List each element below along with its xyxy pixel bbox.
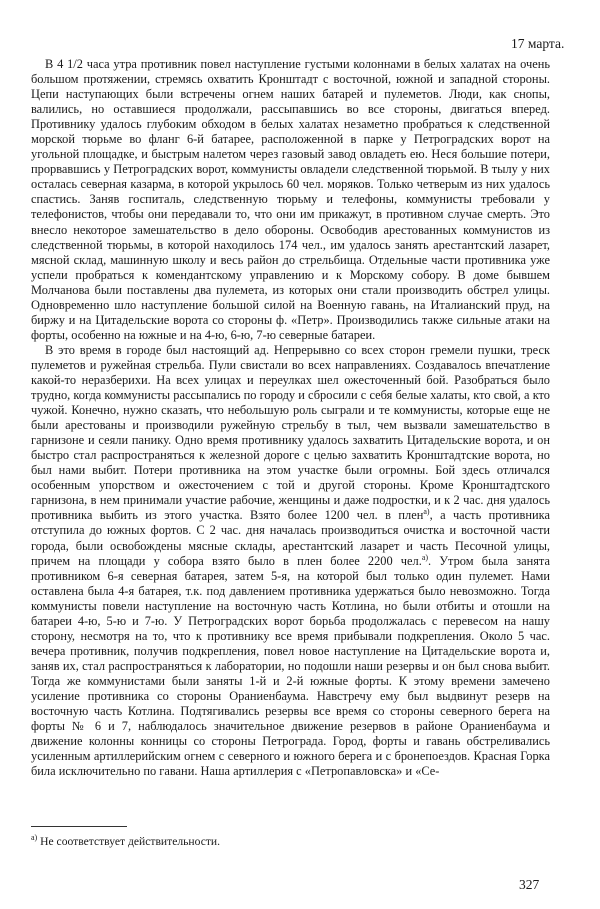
footnote-ref: а) [421,552,429,562]
main-text [31,57,550,779]
footnote-rule [31,826,127,827]
footnote [31,835,220,848]
paragraph-1: В 4 1/2 часа утра противник повел наступление густыми колоннами в белых халатах на очень большом протяжении, стремясь охватить Кронштадт с восточной, южной и западной стороны. Цепи наступающих были встречены огнем наших батарей и пулеметов. Люди, как снопы, валились, но оставшиеся продолжали, рассыпавшись во все стороны, двигаться вперед. Противнику удалось глубоким обходом в белых халатах незаметно пробраться к следственной морской тюрьме во фланг 6-й батарее, расположенной в парке у Петроградских ворот на угольной площадке, и быстрым налетом через газовый завод овладеть ею. Неся большие потери, прорвавшись у Петроградских ворот, коммунисты овладели следственной тюрьмой. В тылу у них осталась северная казарма, в которой укрылось 60 чел. моряков. Только четверым из них удалось спастись. Заняв госпиталь, следственную тюрьму и телефоны, коммунисты требовали у телефонистов, чтобы они передавали то, что они им прикажут, в противном случае смерть. Это внесло некоторое замешательство в дело обороны. Освободив арестованных коммунистов из следственной тюрьмы, в которой находилось 174 чел., им удалось занять арестантский лазарет, мясной склад, машинную школу и весь район до стрельбища. Отдельные части противника уже успели пробраться к комендантскому управлению и к Морскому собору. В доме бывшем Молчанова были поставлены два пулемета, из которых они стали производить обстрел улицы. Одновременно шло наступление большой силой на Военную гавань, на Италианский пруд, на биржу и на Цитадельские ворота со стороны ф. «Петр». Производились также сильные атаки на форты, особенно на южные и на 4-ю, 6-ю, 7-ю северные батареи. [31,57,550,342]
running-header-date: 17 марта. [511,36,565,51]
paragraph-2-part-1: В это время в городе был настоящий ад. Непрерывно со всех сторон гремели пушки, треск пулеметов и ружейная стрельба. Пули свистали во всех направлениях. Создавалось впечатление какой-то неразберихи. На всех улицах и переулках шел ожесточенный бой. Разобраться было трудно, когда коммунисты рассыпались по городу и сбросили с себя белые халаты, кто свой, а кто чужой. Конечно, нужно сказать, что небольшую роль сыграли и те коммунисты, которые еще не были арестованы и производили ружейную стрельбу в тыл, чем вызвали замешательство в гарнизоне и сеяли панику. Одно время противнику удалось захватить Цитадельские ворота, и он быстро стал распространяться к железной дороге с целью захватить Кронштадтские ворота, но был нами выбит. Потери противника на этом участке были огромны. Бой здесь отличался особенным упорством и ожесточением с той и другой стороны. Кроме Кронштадтского гарнизона, в нем принимали участие рабочие, женщины и даже подростки, и к 2 час. дня удалось противника выбить из этого участка. Взято более 1200 чел. в плен [31,342,550,523]
footnote-ref: а) [423,507,430,517]
page-number: 327 [519,877,540,892]
paragraph-2-part-3: . Утром была занята противником 6-я северная батарея, затем 5-я, на которой был только один пулемет. Нами оставлена была 4-я батарея, т.к. под давлением противника удержаться было невозможно. Тогда коммунисты повели наступление на восточную часть Котлина, но были отбиты и отошли на батареи 4-ю, 5-ю и 7-ю. У Петроградских ворот борьба продолжалась с перевесом на нашу сторону, несмотря на то, что к противнику все время прибывали подкрепления. Около 5 час. вечера противник, получив подкрепления, повел новое наступление на Цитадельские ворота и, заняв их, стал распространяться к лаборатории, но подошли наши резервы и он был снова выбит. Тогда же коммунистами были заняты 1-й и 2-й южные форты. К этому времени замечено усиление противника со стороны Ораниенбаума. Навстречу ему был выдвинут резерв на восточную часть Котлина. Подтягивались резервы все время со стороны северного берега на форты № 6 и 7, наблюдалось значительное движение резервов в районе Ораниенбаума и движение колонны конницы со стороны Петрограда. Город, форты и гавань обстреливались усиленным артиллерийским огнем с северного и южного берега и с бронепоездов. Красная Горка била исключительно по гавани. Наша артиллерия с «Петропавловска» и «Се- [31,553,550,779]
paragraph-2-part-2: , а часть противника отступила до южных фортов. С 2 час. дня началась производиться очистка и восточной части города, были освобождены мясные склады, арестантский лазарет и часть Песочной улицы, причем на площади у собора взято было в плен более 2200 чел. [31,508,550,568]
footnote-text: Не соответствует действительности. [40,835,221,848]
paragraph-2 [31,343,550,779]
footnote-marker: а) [31,833,38,843]
